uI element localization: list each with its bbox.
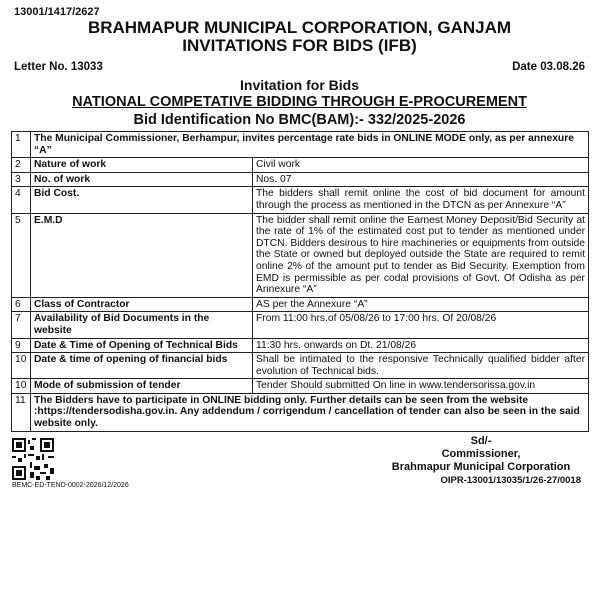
row-number: 11 bbox=[12, 393, 31, 431]
oipr-number: OIPR-13001/13035/1/26-27/0018 bbox=[440, 474, 581, 486]
row-number: 7 bbox=[12, 312, 31, 338]
row-label: No. of work bbox=[31, 172, 253, 187]
row-label: Class of Contractor bbox=[31, 297, 253, 312]
bid-identification: Bid Identification No BMC(BAM):- 332/2025-2026 bbox=[133, 112, 466, 128]
organization-title bbox=[10, 19, 589, 55]
row-value: From 11:00 hrs.of 05/08/26 to 17:00 hrs. Of 20/08/26 bbox=[253, 312, 589, 338]
table-row bbox=[12, 187, 589, 213]
letter-number: Letter No. 13033 bbox=[14, 61, 103, 73]
row-number: 5 bbox=[12, 213, 31, 297]
row-value: Tender Should submitted On line in www.tendersorissa.gov.in bbox=[253, 379, 589, 394]
row-label: Bid Cost. bbox=[31, 187, 253, 213]
table-row bbox=[12, 172, 589, 187]
signature-sd: Sd/- bbox=[470, 434, 492, 447]
row-label: Date & Time of Opening of Technical Bids bbox=[31, 338, 253, 353]
row-number: 2 bbox=[12, 158, 31, 173]
signatory-title: Commissioner, bbox=[441, 447, 521, 460]
row-value: Civil work bbox=[253, 158, 589, 173]
row-label: Nature of work bbox=[31, 158, 253, 173]
table-row bbox=[12, 213, 589, 297]
table-row bbox=[12, 312, 589, 338]
row-value: AS per the Annexure “A” bbox=[253, 297, 589, 312]
organization-name: BRAHMAPUR MUNICIPAL CORPORATION, GANJAM bbox=[87, 18, 512, 37]
invitation-heading: Invitation for Bids bbox=[240, 77, 359, 93]
row-label: Date & time of opening of financial bids bbox=[31, 353, 253, 379]
notice-date: Date 03.08.26 bbox=[512, 61, 585, 73]
tender-details-table bbox=[11, 131, 589, 432]
bidding-heading: NATIONAL COMPETATIVE BIDDING THROUGH E-PROCUREMENT bbox=[72, 94, 527, 110]
row-label: Availability of Bid Documents in the website bbox=[31, 312, 253, 338]
row-number: 10 bbox=[12, 379, 31, 394]
row-number: 3 bbox=[12, 172, 31, 187]
notice-type: INVITATIONS FOR BIDS (IFB) bbox=[182, 36, 417, 55]
row-number: 4 bbox=[12, 187, 31, 213]
table-row bbox=[12, 353, 589, 379]
row-full-text: The Municipal Commissioner, Berhampur, invites percentage rate bids in ONLINE MODE only, as per annexure “A” bbox=[31, 132, 589, 158]
row-label: E.M.D bbox=[31, 213, 253, 297]
table-row bbox=[12, 297, 589, 312]
reference-number: 13001/1417/2627 bbox=[14, 6, 100, 18]
footer bbox=[10, 432, 589, 492]
row-value: Nos. 07 bbox=[253, 172, 589, 187]
row-value: The bidders shall remit online the cost of bid document for amount through the process as mentioned in the DTCN as per Annexure “A” bbox=[253, 187, 589, 213]
table-row bbox=[12, 338, 589, 353]
row-number: 9 bbox=[12, 338, 31, 353]
row-full-text: The Bidders have to participate in ONLINE bidding only. Further details can be seen from the website :https://tendersodisha.gov.in. Any addendum / corrigendum / cancellation of tender can also be seen in the said website only. bbox=[31, 393, 589, 431]
letter-row bbox=[10, 61, 589, 73]
table-row bbox=[12, 379, 589, 394]
row-number: 6 bbox=[12, 297, 31, 312]
row-value: 11:30 hrs. onwards on Dt. 21/08/26 bbox=[253, 338, 589, 353]
row-number: 10 bbox=[12, 353, 31, 379]
table-row bbox=[12, 393, 589, 431]
row-number: 1 bbox=[12, 132, 31, 158]
signature-block bbox=[381, 435, 581, 474]
row-value: The bidder shall remit online the Earnest Money Deposit/Bid Security at the rate of 1% of the estimated cost put to tender as mentioned under DTCN. Bidders desirous to hire machineries or equipments from outside the State or owned but deployed outside the State are required to remit online 2% of the amount put to tender as Bid Security. Exemption from EMD is permissible as per codal provisions of Govt. Of Odisha as per Annexure “A” bbox=[253, 213, 589, 297]
row-value: Shall be intimated to the responsive Technically qualified bidder after evolution of Technical bids. bbox=[253, 353, 589, 379]
row-label: Mode of submission of tender bbox=[31, 379, 253, 394]
footer-code: BEMC-ED-TEND-0002-2026/12/2026 bbox=[12, 481, 129, 489]
qr-code-icon bbox=[12, 438, 54, 480]
signatory-organization: Brahmapur Municipal Corporation bbox=[391, 460, 571, 473]
table-row bbox=[12, 158, 589, 173]
table-row bbox=[12, 132, 589, 158]
